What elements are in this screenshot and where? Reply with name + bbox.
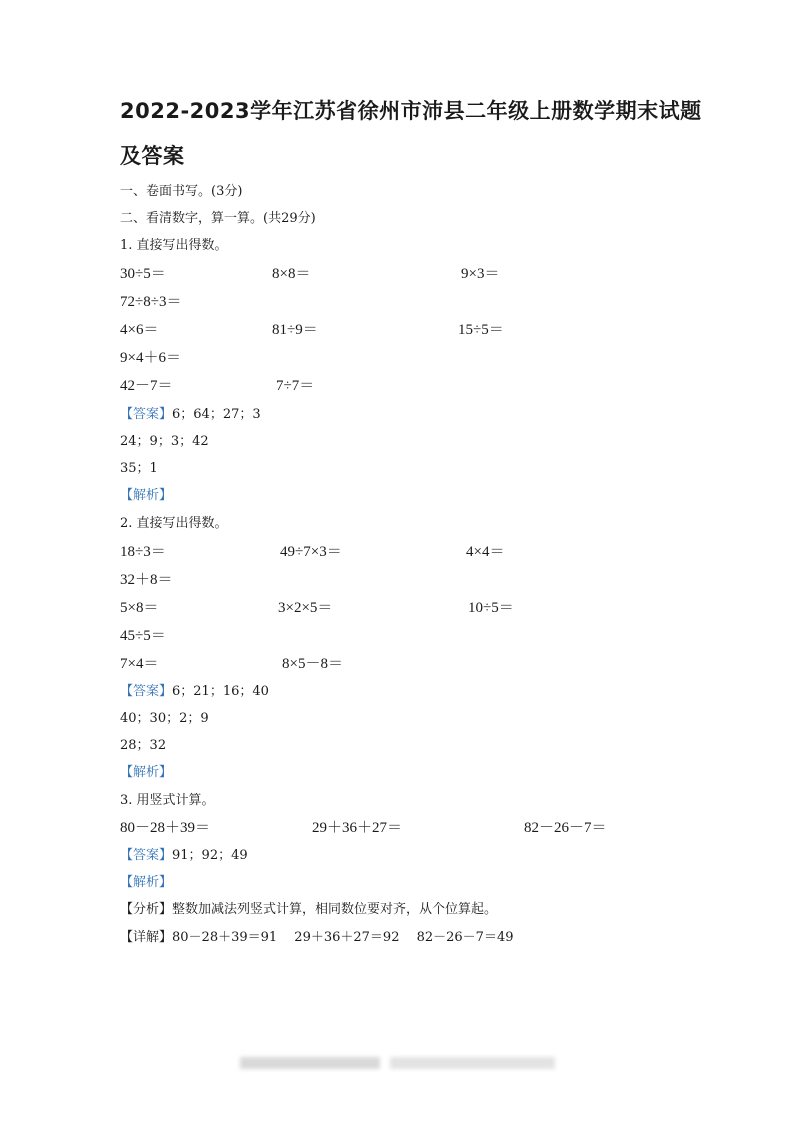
answer-tag: 【答案】 bbox=[120, 407, 173, 422]
q1-answer-line: 24；9；3；42 bbox=[120, 434, 209, 449]
q2-analysis-tag: 【解析】 bbox=[120, 765, 173, 780]
q2-problem: 3×2×5＝ bbox=[278, 600, 333, 616]
q1-problem: 8×8＝ bbox=[272, 266, 311, 282]
blurred-footer-left bbox=[240, 1057, 380, 1069]
answer-tag: 【答案】 bbox=[120, 848, 173, 863]
q2-problem: 49÷7×3＝ bbox=[280, 544, 342, 560]
answer-text: 6；64；27；3 bbox=[172, 407, 261, 422]
answer-text: 91；92；49 bbox=[172, 848, 248, 863]
q2-problem: 10÷5＝ bbox=[468, 600, 514, 616]
q1-problem: 4×6＝ bbox=[120, 322, 159, 338]
q2-problem: 5×8＝ bbox=[120, 600, 159, 616]
q1-heading: 1. 直接写出得数。 bbox=[120, 238, 228, 253]
q2-problem: 45÷5＝ bbox=[120, 628, 166, 644]
q1-analysis-tag: 【解析】 bbox=[120, 488, 173, 503]
q3-analysis-tag: 【解析】 bbox=[120, 875, 173, 890]
answer-text: 6；21；16；40 bbox=[172, 684, 269, 699]
q3-heading: 3. 用竖式计算。 bbox=[120, 793, 215, 808]
q2-heading: 2. 直接写出得数。 bbox=[120, 516, 228, 531]
q2-problem: 32＋8＝ bbox=[120, 572, 173, 588]
q2-problem: 4×4＝ bbox=[466, 544, 505, 560]
q2-answer-line: 28；32 bbox=[120, 738, 167, 753]
q3-problem: 80－28＋39＝ bbox=[120, 820, 211, 836]
q3-answer bbox=[120, 844, 248, 863]
page-title-line2: 及答案 bbox=[120, 144, 185, 168]
q1-problem: 15÷5＝ bbox=[458, 322, 504, 338]
q1-problem: 30÷5＝ bbox=[120, 266, 166, 282]
q3-problem: 29＋36＋27＝ bbox=[312, 820, 403, 836]
q2-answer bbox=[120, 680, 269, 699]
q2-problem: 18÷3＝ bbox=[120, 544, 166, 560]
q1-problem: 9×4＋6＝ bbox=[120, 350, 181, 366]
answer-tag: 【答案】 bbox=[120, 684, 173, 699]
q3-xiangjie: 【详解】80－28＋39＝91 29＋36＋27＝92 82－26－7＝49 bbox=[120, 930, 514, 945]
q1-problem: 9×3＝ bbox=[461, 266, 500, 282]
q2-answer-line: 40；30；2；9 bbox=[120, 711, 209, 726]
q1-answer bbox=[120, 403, 261, 422]
q1-problem: 81÷9＝ bbox=[272, 322, 318, 338]
q2-problem: 7×4＝ bbox=[120, 656, 159, 672]
section1-heading: 一、卷面书写。(3分) bbox=[120, 184, 243, 199]
q1-answer-line: 35；1 bbox=[120, 461, 158, 476]
q3-fenxi: 【分析】整数加减法列竖式计算，相同数位要对齐，从个位算起。 bbox=[120, 902, 498, 917]
page-title-line1: 2022-2023学年江苏省徐州市沛县二年级上册数学期末试题 bbox=[120, 99, 702, 123]
q2-problem: 8×5－8＝ bbox=[282, 656, 343, 672]
q1-problem: 42－7＝ bbox=[120, 378, 173, 394]
q1-problem: 7÷7＝ bbox=[276, 378, 315, 394]
blurred-footer-right bbox=[390, 1057, 555, 1069]
q1-problem: 72÷8÷3＝ bbox=[120, 294, 182, 310]
section2-heading: 二、看清数字，算一算。(共29分) bbox=[120, 211, 316, 226]
q3-problem: 82－26－7＝ bbox=[524, 820, 607, 836]
